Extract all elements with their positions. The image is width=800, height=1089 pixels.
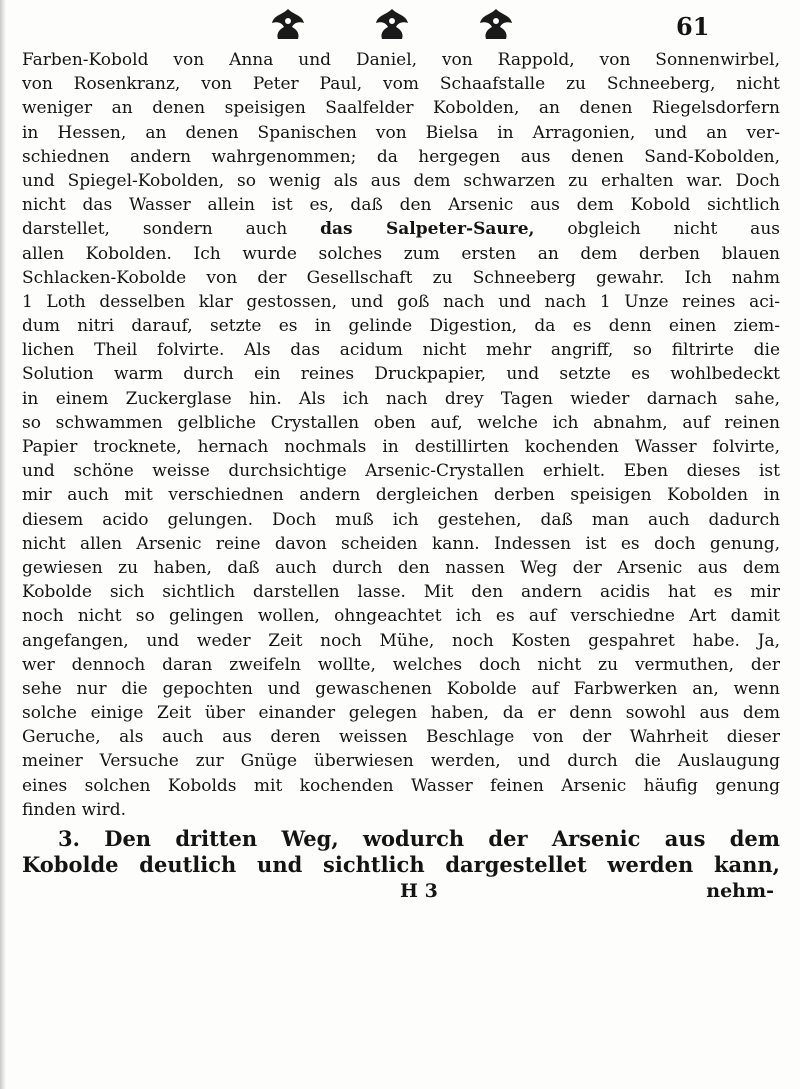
text-line: in Hessen, an denen Spanischen von Bielsa in Arragonien, und an ver- [22,122,780,143]
signature-mark: H 3 [400,880,438,902]
fleuron-icon [372,7,412,41]
text-line: von Rosenkranz, von Peter Paul, vom Schaafstalle zu Schneeberg, nicht [22,74,780,95]
text-line: dum nitri darauf, setzte es in gelinde Digestion, da es denn einen ziem- [22,316,780,337]
text-line: Geruche, als auch aus deren weissen Beschlage von der Wahrheit dieser [22,727,780,748]
text-line: Schlacken-Kobolde von der Gesellschaft zu Schneeberg gewahr. Ich nahm [22,267,780,288]
text-line: nicht das Wasser allein ist es, daß den Arsenic aus dem Kobold sichtlich [22,195,780,216]
page-footer [22,878,780,904]
section-heading-line-1: 3. Den dritten Weg, wodurch der Arsenic aus dem [58,826,780,851]
text-line: Papier trocknete, hernach nochmals in destillirten kochenden Wasser folvirte, [22,437,780,457]
text-line: in einem Zuckerglase hin. Als ich nach drey Tagen wieder darnach sahe, [22,388,780,409]
text-line: eines solchen Kobolds mit kochenden Wasser feinen Arsenic häufig genung [22,775,780,796]
catchword: nehm- [706,880,774,902]
text-line: schiednen andern wahrgenommen; da hergegen aus denen Sand-Kobolden, [22,146,780,167]
body-text [22,48,780,904]
text-line: 1 Loth desselben klar gestossen, und goß nach und nach 1 Unze reines aci- [22,291,780,312]
text-line: diesem acido gelungen. Doch muß ich gestehen, daß man auch dadurch [22,509,780,530]
text-line: meiner Versuche zur Gnüge überwiesen werden, und durch die Auslaugung [22,751,780,772]
text-line: weniger an denen speisigen Saalfelder Kobolden, an denen Riegelsdorfern [22,98,780,119]
text-line: nicht allen Arsenic reine davon scheiden kann. Indessen ist es doch genung, [22,533,780,554]
section-heading-line-2: Kobolde deutlich und sichtlich dargestellet werden kann, [22,852,780,877]
fleuron-icon [476,7,516,41]
text-line: wer dennoch daran zweifeln wollte, welches doch nicht zu vermuthen, der [22,654,780,675]
text-fragment: obgleich nicht aus [534,219,780,240]
text-line: lichen Theil folvirte. Als das acidum nicht mehr angriff, so filtrirte die [22,340,780,361]
text-line: Farben-Kobold von Anna und Daniel, von Rappold, von Sonnenwirbel, [22,50,780,70]
text-line: sehe nur die gepochten und gewaschenen Kobolde auf Farbwerken an, wenn [22,678,780,699]
text-line: allen Kobolden. Ich wurde solches zum ersten an dem derben blauen [22,243,780,264]
text-line: Kobolde sich sichtlich darstellen lasse. Mit den andern acidis hat es mir [22,582,780,603]
page-gutter-shadow [0,0,6,1089]
page-header [0,6,800,46]
text-line: finden wird. [22,799,126,820]
header-ornament [268,6,516,42]
text-line: gewiesen zu haben, daß auch durch den nassen Weg der Arsenic aus dem [22,557,780,578]
text-line: Solution warm durch ein reines Druckpapier, und setzte es wohlbedeckt [22,364,780,385]
text-line: angefangen, und weder Zeit noch Mühe, noch Kosten gespahret habe. Ja, [22,630,780,651]
text-line-with-emphasis [22,217,780,241]
text-line: noch nicht so gelingen wollen, ohngeachtet ich es auf verschiedne Art damit [22,606,780,627]
page-number: 61 [676,12,710,41]
text-line: und Spiegel-Kobolden, so wenig als aus dem schwarzen zu erhalten war. Doch [22,170,780,191]
text-line: solche einige Zeit über einander gelegen haben, da er denn sowohl aus dem [22,703,780,724]
text-line: und schöne weisse durchsichtige Arsenic-Crystallen erhielt. Eben dieses ist [22,461,780,482]
text-fragment: darstellet, sondern auch [22,219,321,240]
emphasis-saltpeter-acid: das Salpeter-Saure, [320,219,535,240]
fleuron-icon [268,7,308,41]
text-line: so schwammen gelbliche Crystallen oben auf, welche ich abnahm, auf reinen [22,412,780,433]
text-line: mir auch mit verschiednen andern dergleichen derben speisigen Kobolden in [22,485,780,506]
